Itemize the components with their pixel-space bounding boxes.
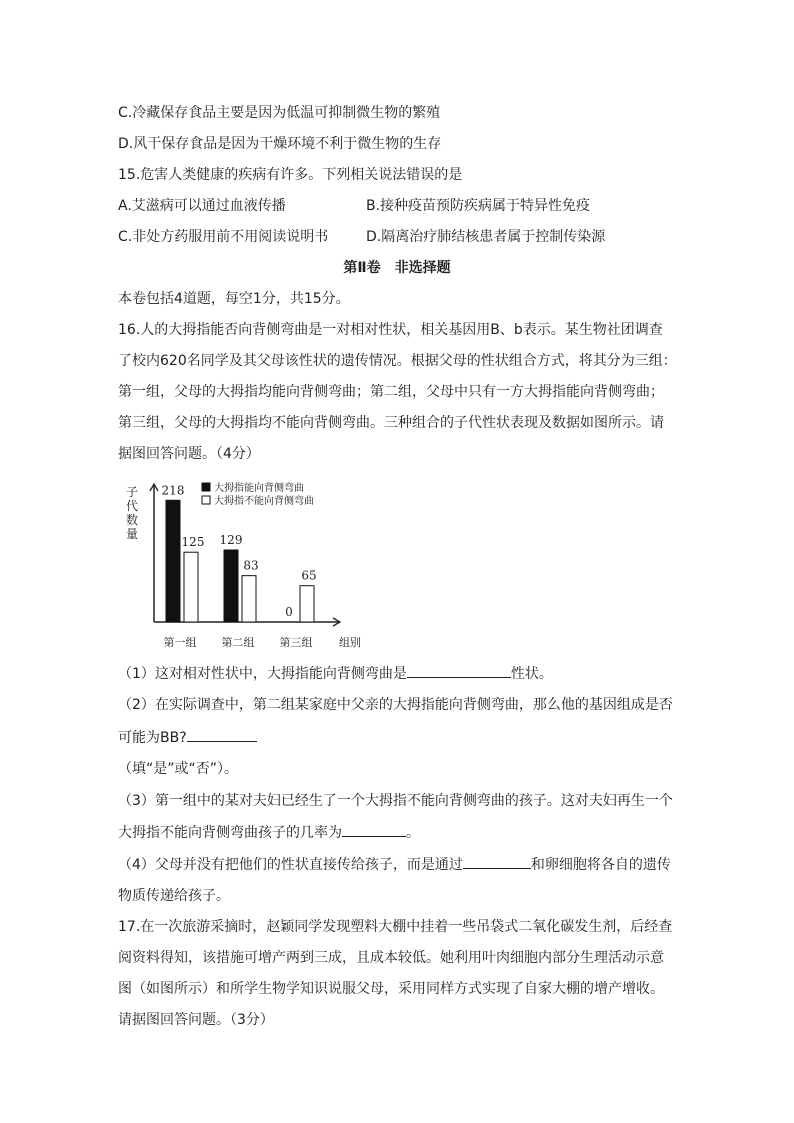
bar (166, 500, 180, 622)
q16-sub1-text: （1）这对相对性状中，大拇指能向背侧弯曲是 (118, 666, 407, 682)
legend-label: 大拇指不能向背侧弯曲 (214, 496, 314, 507)
y-axis-label-char: 代 (125, 499, 139, 513)
answer-blank-2[interactable] (187, 727, 257, 742)
q16-sub3-line-1: （3）第一组中的某对夫妇已经生了一个大拇指不能向背侧弯曲的孩子。这对夫妇再生一个 (118, 793, 673, 809)
y-axis-label-char: 量 (125, 527, 139, 541)
q17-stem-line-1: 17.在一次旅游采摘时，赵颖同学发现塑料大棚中挂着一些吊袋式二氧化碳发生剂，后经查 (118, 919, 673, 935)
q16-stem-line-5: 据图回答问题。（4分） (118, 446, 260, 462)
bar (300, 586, 314, 622)
q15-option-d: D.隔离治疗肺结核患者属于控制传染源 (366, 229, 606, 245)
answer-blank-3[interactable] (342, 822, 406, 837)
x-axis-label: 组别 (339, 636, 361, 649)
q16-stem-line-4: 第三组，父母的大拇指均不能向背侧弯曲。三种组合的子代性状表现及数据如图所示。请 (118, 415, 664, 431)
q17-stem-line-2: 阅资料得知，该措施可增产两到三成，且成本较低。她利用叶肉细胞内部分生理活动示意 (118, 950, 664, 966)
q16-sub2-line-1: （2）在实际调查中，第二组某家庭中父亲的大拇指能向背侧弯曲，那么他的基因组成是否 (118, 697, 673, 713)
data-label: 0 (285, 605, 293, 619)
bar (224, 550, 238, 622)
q15-stem: 15.危害人类健康的疾病有许多。下列相关说法错误的是 (118, 167, 463, 183)
q16-stem-line-1: 16.人的大拇指能否向背侧弯曲是一对相对性状，相关基因用B、b表示。某生物社团调查 (118, 322, 663, 338)
q17-stem-line-3: 图（如图所示）和所学生物学知识说服父母，采用同样方式实现了自家大棚的增产增收。 (118, 981, 664, 997)
q16-sub4-line-2: 物质传递给孩子。 (118, 888, 230, 904)
legend-label: 大拇指能向背侧弯曲 (214, 483, 304, 494)
bar-chart (118, 476, 368, 656)
data-label: 83 (243, 558, 259, 573)
q14-option-c: C.冷藏保存食品主要是因为低温可抑制微生物的繁殖 (118, 105, 441, 121)
q16-sub2-text: 可能为BB? (118, 730, 187, 746)
legend-swatch (202, 496, 210, 504)
q16-sub2-line-2 (118, 727, 257, 748)
data-label: 129 (219, 532, 243, 547)
data-label: 218 (161, 483, 185, 498)
category-label: 第二组 (221, 636, 255, 649)
q16-sub1 (118, 663, 553, 684)
y-axis-label-char: 数 (125, 513, 139, 527)
q16-sub2-line-3: （填“是”或“否”）。 (118, 761, 239, 777)
answer-blank-1[interactable] (407, 663, 511, 678)
q16-sub4-text: （4）父母并没有把他们的性状直接传给孩子，而是通过 (118, 857, 463, 873)
q16-sub4-line-1 (118, 854, 671, 875)
q17-stem-line-4: 请据图回答问题。（3分） (118, 1012, 274, 1028)
q14-option-d: D.风干保存食品是因为干燥环境不利于微生物的生存 (118, 136, 442, 152)
q16-sub1-tail: 性状。 (510, 666, 553, 682)
category-label: 第三组 (279, 636, 313, 649)
q16-sub3-text: 大拇指不能向背侧弯曲孩子的几率为 (118, 825, 342, 841)
q16-stem-line-2: 了校内620名同学及其父母该性状的遗传情况。根据父母的性状组合方式，将其分为三组： (118, 353, 677, 369)
data-label: 125 (181, 535, 205, 550)
q15-option-c: C.非处方药服用前不用阅读说明书 (118, 229, 329, 245)
q16-sub4-tail: 和卵细胞将各自的遗传 (530, 857, 671, 873)
section-title: 第Ⅱ卷 非选择题 (343, 260, 451, 276)
data-label: 65 (301, 568, 317, 583)
legend-swatch (202, 483, 210, 491)
bar (242, 576, 256, 622)
q16-sub3-tail: 。 (406, 825, 420, 841)
y-axis-label-char: 子 (125, 485, 139, 499)
answer-blank-4[interactable] (463, 854, 531, 869)
category-label: 第一组 (163, 636, 197, 649)
section-note: 本卷包括4道题，每空1分，共15分。 (118, 291, 350, 307)
q16-sub3-line-2 (118, 822, 420, 843)
q15-option-a: A.艾滋病可以通过血液传播 (118, 198, 286, 214)
q15-option-b: B.接种疫苗预防疾病属于特异性免疫 (366, 198, 591, 214)
q16-stem-line-3: 第一组，父母的大拇指均能向背侧弯曲；第二组，父母中只有一方大拇指能向背侧弯曲； (118, 384, 664, 400)
bar (184, 552, 198, 622)
